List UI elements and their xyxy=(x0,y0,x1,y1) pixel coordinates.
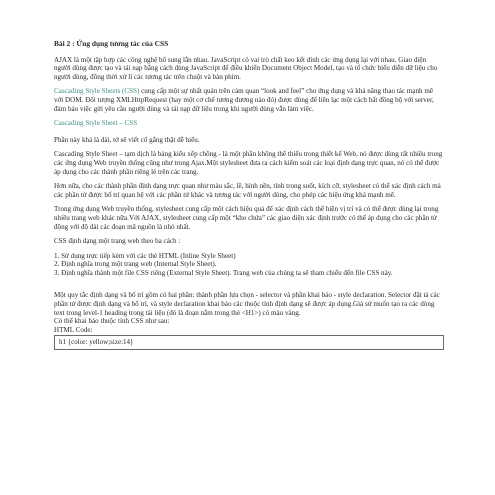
css-methods-list xyxy=(54,252,444,278)
paragraph-css-intro xyxy=(54,87,444,113)
document-page xyxy=(54,40,444,350)
code-block: h1 {color: yellow;size:14} xyxy=(54,335,444,350)
paragraph-three-ways: CSS định dạng một trang web theo ba cách : xyxy=(54,237,181,246)
list-item: 2. Định nghĩa trong một trang web (Internal Style Sheet). xyxy=(54,260,217,269)
paragraph-note: Phần này khá là dài, tớ sẽ viết cố gắng thật dễ hiểu. xyxy=(54,135,200,144)
section-title-css: Cascading Style Sheet – CSS xyxy=(54,119,138,128)
paragraph-rule-structure: Một quy tắc định dạng và bố trí gồm có hai phần: thành phần lựa chọn - selector và phần khai báo - style declaration. Selector đặt tả các phần tử được định dạng và bố trí, và style declaration khai báo các thuộc tính định dạng sẽ được áp dụng.Giả sử muốn tạo ra các dòng text trong level-1 heading trong tài liệu (đó là đoạn nằm trong thẻ <H1>) có màu vàng. xyxy=(54,291,440,317)
list-item: 1. Sử dụng trực tiếp kèm với các thẻ HTML (Inline Style Sheet) xyxy=(54,251,236,260)
paragraph-css-definition: Cascading Style Sheet – tạm dịch là bảng kiểu xếp chồng - là một phần không thể thiếu trong thiết kế Web, nó được dùng rất nhiều trong các ứng dụng Web truyền thống cũng như trong Ajax.Một stylesheet đưa ra cách kiểm soát các loại định dạng trực quan, nó có thể được áp dụng cho các thành phần riêng lẻ trên các trang. xyxy=(54,150,443,176)
list-item: 3. Định nghĩa thành một file CSS riêng (External Style Sheet). Trang web của chúng ta sẽ tham chiếu đến file CSS này. xyxy=(54,268,393,277)
lesson-heading: Bài 2 : Ứng dụng tương tác của CSS xyxy=(54,39,169,48)
paragraph-ajax-intro: AJAX là một tập hợp các công nghệ bổ sung lẫn nhau. JavaScript có vai trò chất keo kết dính các ứng dụng lại với nhau. Giao diện người dùng được tạo và tái nạp bằng cách dùng JavaScript để điều khiển Document Object Model, tạo và tổ chức biểu diễn dữ liệu cho người dùng, đồng thời xử lí các tương tác trên chuột và bàn phím. xyxy=(54,55,438,81)
code-label: HTML Code: xyxy=(54,325,93,334)
paragraph-css-traditional: Trong ứng dụng Web truyền thống, stylesheet cung cấp một cách hiệu quả để xác định cách thể hiện vị trí và có thể được dùng lại trong nhiều trang web khác nữa.Với AJAX, stylesheet cung cấp một “kho chứa” các giao diện xác định trước có thể áp dụng cho các phần tử động với độ dài các đoạn mã nguồn là nhỏ nhất. xyxy=(54,205,439,231)
paragraph-css-formatting: Hơn nữa, cho các thành phần định dạng trực quan như màu sắc, lề, hình nền, tính trong suốt, kích cỡ, stylesheet có thể xác định cách mà các phần tử được bố trí quan hệ với các phần tử khác và tương tác với người dùng, cho phép các hiệu ứng khá mạnh mẽ. xyxy=(54,182,441,199)
css-term-highlight: Cascading Style Sheets (CSS) xyxy=(54,87,140,96)
paragraph-css-intro-text: cung cấp một sự nhất quán trên cảm quan “look and feel” cho ứng dụng và khả năng thao tác mạnh mẽ với DOM. Đối tượng XMLHttpRequest (hay một cơ chế tương đương nào đó) được dùng để liên lạc một cách bất đồng bộ với server, đảm bảo việc gửi yêu cầu người dùng và tải nạp dữ liệu trong khi người dùng vẫn làm việc. xyxy=(54,87,434,113)
paragraph-declare: Có thể khai báo thuộc tính CSS như sau: xyxy=(54,317,170,326)
